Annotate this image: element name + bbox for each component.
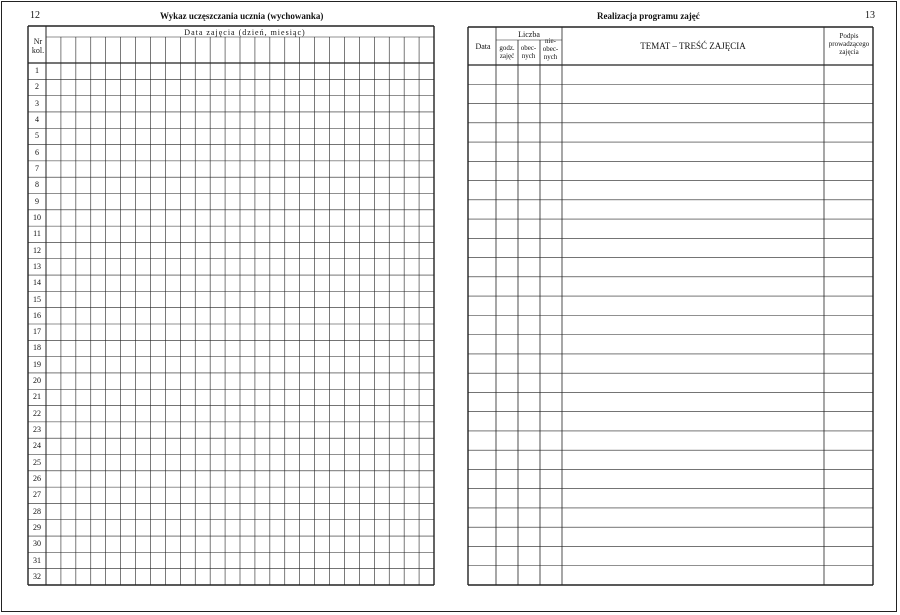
row-number: 31 — [33, 555, 41, 565]
left-page-number: 12 — [30, 10, 40, 21]
row-number: 5 — [35, 131, 39, 141]
row-number: 13 — [33, 261, 41, 271]
godz-zajec-header: godz. zajęć — [499, 44, 515, 60]
row-number: 24 — [33, 441, 41, 451]
data-header: Data — [475, 42, 491, 51]
row-number: 10 — [33, 212, 41, 222]
row-number: 19 — [33, 359, 41, 369]
row-number: 6 — [35, 147, 39, 157]
row-number: 30 — [33, 539, 41, 549]
row-number: 7 — [35, 164, 39, 174]
liczba-header: Liczba — [518, 30, 540, 39]
date-header: Data zajęcia (dzień, miesiąc) — [184, 28, 306, 37]
row-number: 12 — [33, 245, 41, 255]
row-number: 27 — [33, 490, 41, 500]
row-number: 29 — [33, 522, 41, 532]
row-number: 2 — [35, 82, 39, 92]
row-number: 14 — [33, 278, 41, 288]
temat-header: TEMAT – TREŚĆ ZAJĘCIA — [640, 41, 746, 51]
row-number: 20 — [33, 376, 41, 386]
row-number: 25 — [33, 457, 41, 467]
row-number: 15 — [33, 294, 41, 304]
row-number: 8 — [35, 180, 39, 190]
row-number: 17 — [33, 327, 41, 337]
row-number: 1 — [35, 66, 39, 76]
right-page-number: 13 — [865, 10, 875, 21]
left-page-title: Wykaz uczęszczania ucznia (wychowanka) — [160, 11, 324, 21]
row-number: 22 — [33, 408, 41, 418]
row-number: 3 — [35, 98, 39, 108]
row-number: 16 — [33, 310, 41, 320]
row-number: 32 — [33, 571, 41, 581]
row-number: 4 — [35, 115, 39, 125]
row-number: 21 — [33, 392, 41, 402]
podpis-header: Podpis prowadzącego zajęcia — [828, 32, 870, 56]
obecnych-header: obec-nych — [520, 44, 537, 60]
right-page-title: Realizacja programu zajęć — [597, 11, 700, 21]
row-number: 11 — [33, 229, 41, 239]
row-number: 23 — [33, 425, 41, 435]
nr-kol-header: Nr kol. — [31, 37, 45, 55]
row-number: 9 — [35, 196, 39, 206]
row-number: 26 — [33, 473, 41, 483]
row-number: 18 — [33, 343, 41, 353]
row-number: 28 — [33, 506, 41, 516]
nieobecnych-header: nie-obec-nych — [542, 37, 559, 61]
